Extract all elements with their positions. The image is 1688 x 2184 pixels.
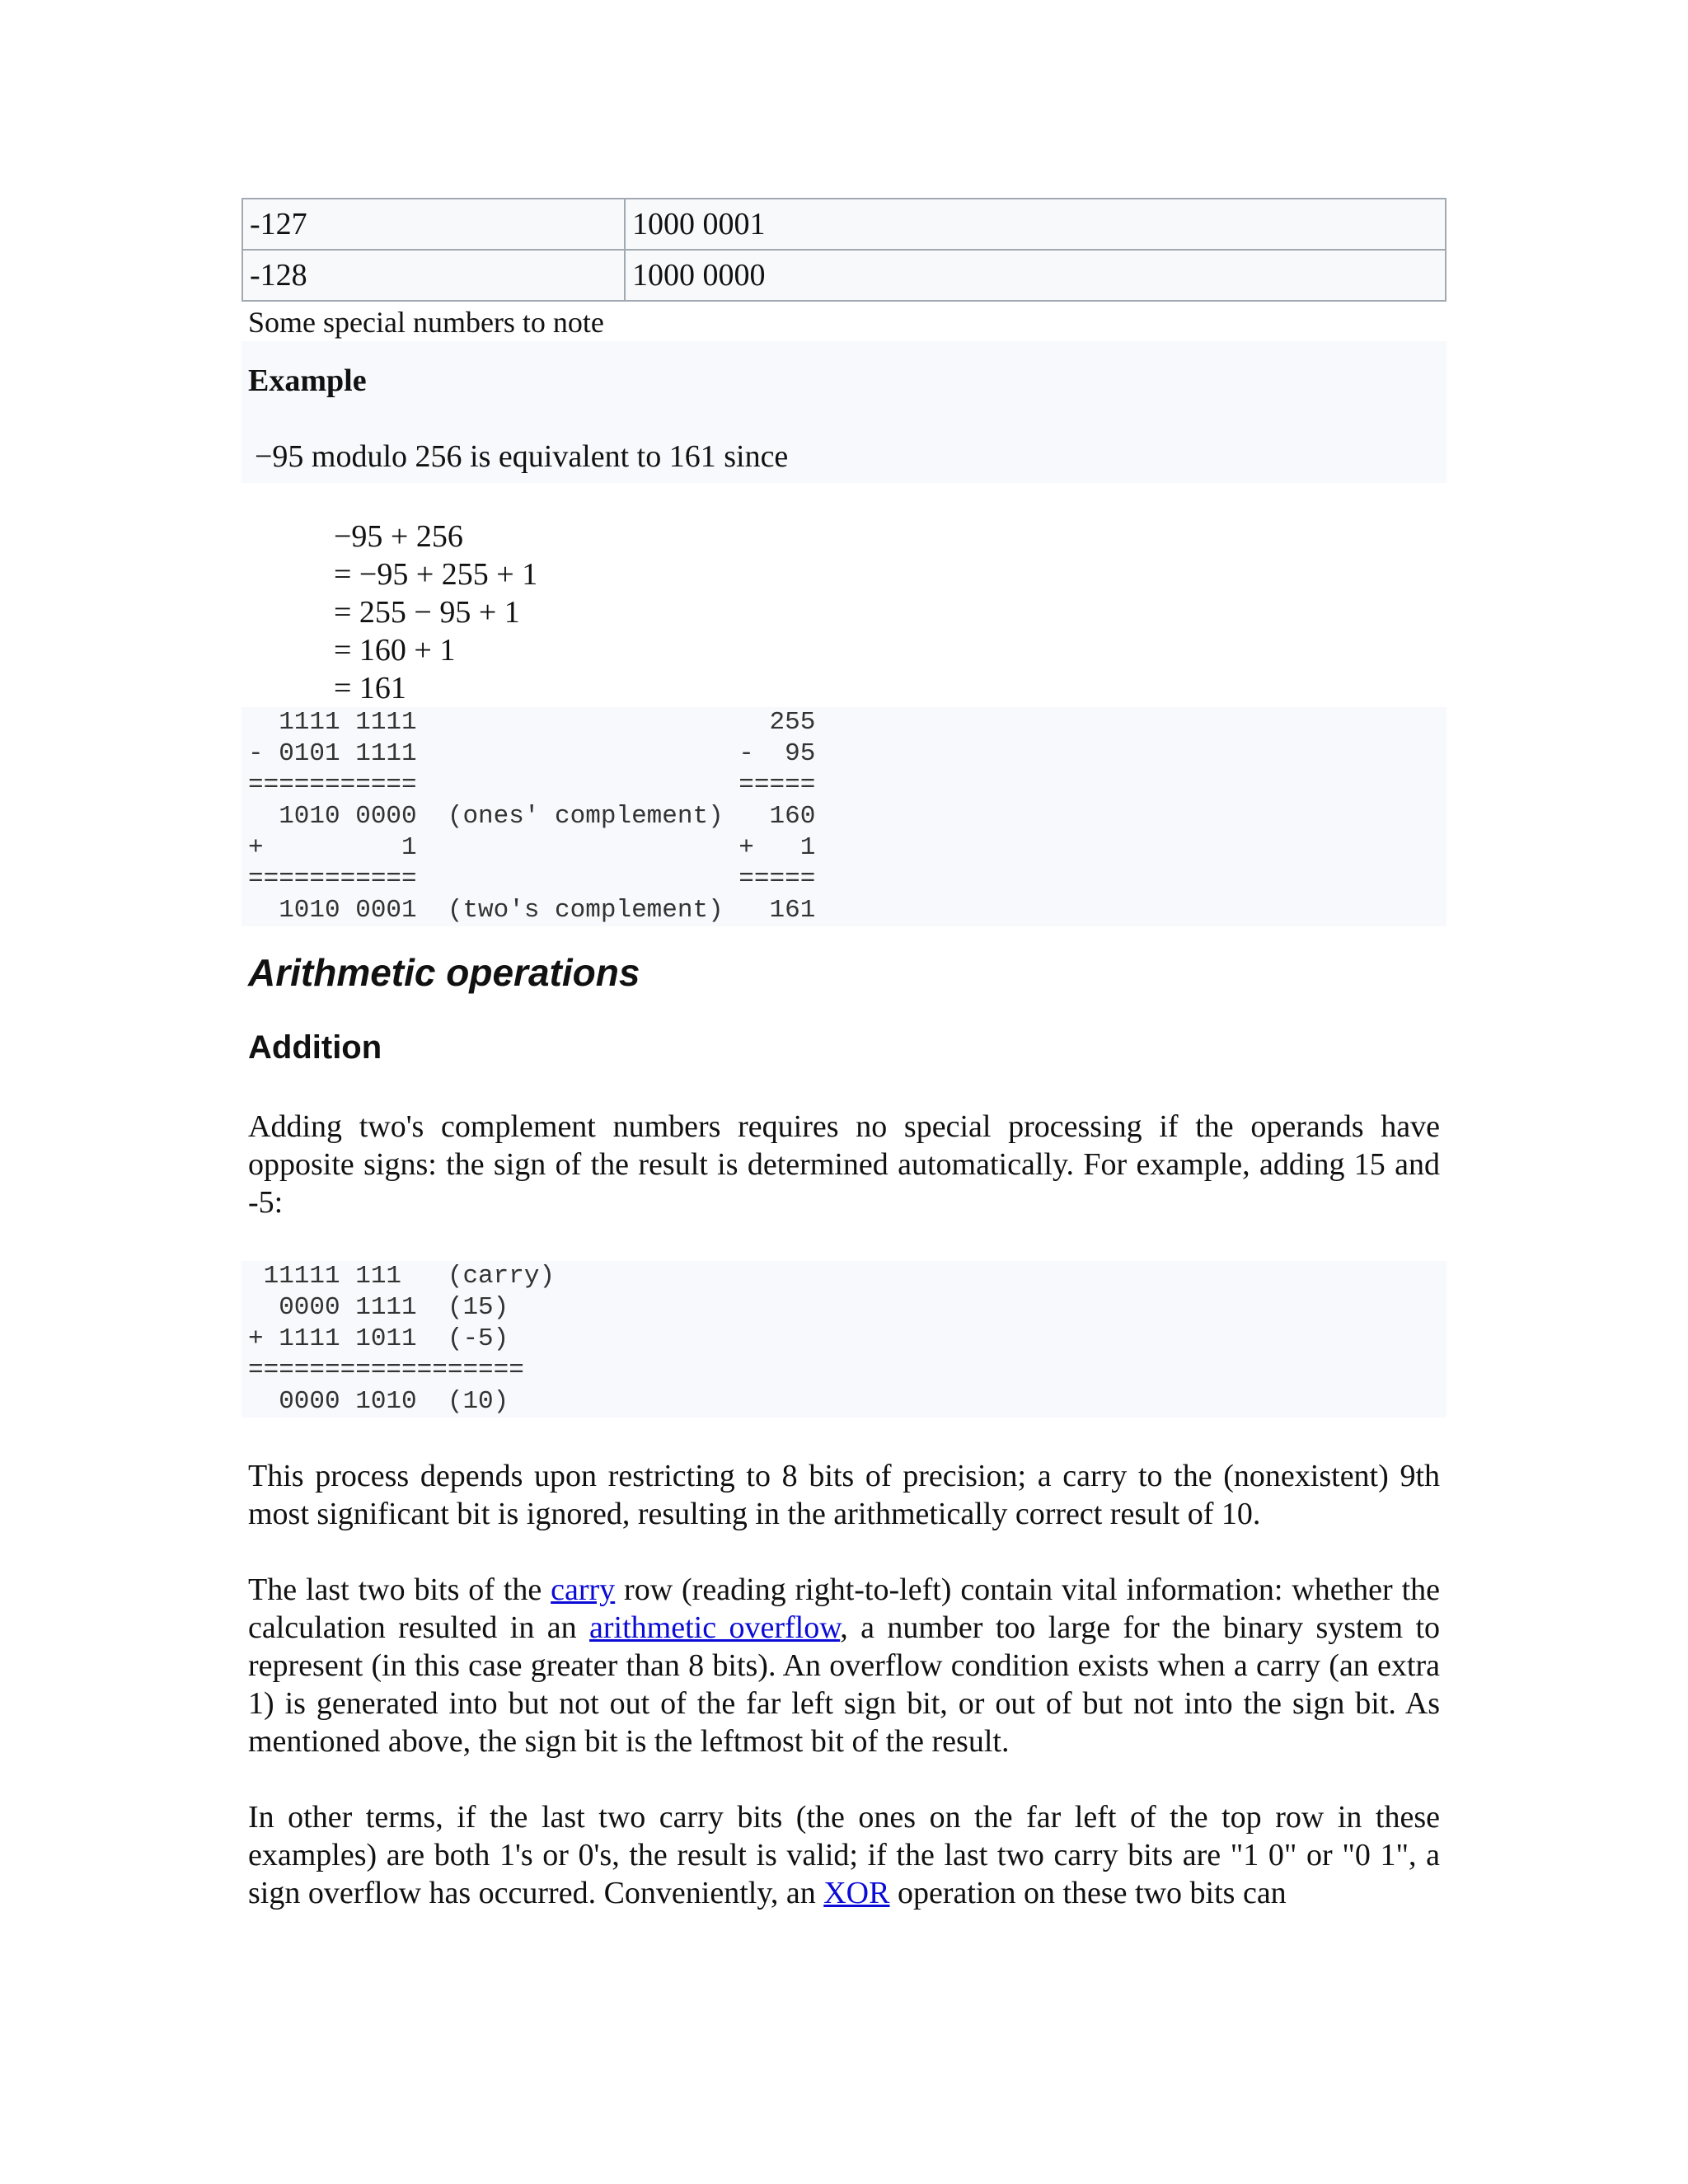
text-span: The last two bits of the	[248, 1572, 551, 1607]
example-box	[241, 341, 1447, 483]
text-span: , a number too large for the binary system to represent (in this case greater than 8 bits). An overflow condition exists when a carry (an extra 1) is generated into but not out of the far left sign bit, or out of but not into the sign bit. As mentioned above, the sign bit is the leftmost bit of the result.	[248, 1610, 1440, 1759]
xor-link[interactable]: XOR	[823, 1876, 890, 1910]
table-cell-binary: 1000 0001	[625, 199, 1446, 250]
ones-twos-complement-code-block: 1111 1111 255 - 0101 1111 - 95 =========== ===== 1010 0000 (ones' complement) 160 + 1 + 1 =========== ===== 1010 0001 (two's complement) 161	[241, 707, 1447, 926]
table-cell-decimal: -127	[242, 199, 625, 250]
section-heading: Arithmetic operations	[248, 951, 640, 994]
carry-link[interactable]: carry	[551, 1572, 616, 1607]
math-derivation	[241, 518, 1447, 707]
math-line: = 161	[334, 671, 406, 705]
math-line: = 160 + 1	[334, 633, 456, 668]
arithmetic-overflow-link[interactable]: arithmetic overflow	[589, 1610, 841, 1645]
paragraph-precision: This process depends upon restricting to 8 bits of precision; a carry to the (nonexistent) 9th most significant bit is ignored, resulting in the arithmetically correct result of 10.	[248, 1459, 1440, 1531]
subsection-heading: Addition	[248, 1029, 382, 1066]
paragraph-carry-row	[241, 1571, 1447, 1760]
math-line: = −95 + 255 + 1	[334, 557, 538, 592]
table-caption: Some special numbers to note	[248, 306, 604, 339]
text-span: In other terms, if the last two carry bits (the ones on the far left of the top row in these examples) are both 1's or 0's, the result is valid; if the last two carry bits are "1 0" or "0 1", a sign overflow has occurred. Conveniently, an	[248, 1800, 1440, 1910]
example-statement: −95 modulo 256 is equivalent to 161 since	[255, 439, 789, 474]
table-row	[242, 199, 1446, 250]
paragraph-other-terms	[241, 1798, 1447, 1912]
addition-code-block: 11111 111 (carry) 0000 1111 (15) + 1111 1011 (-5) ================== 0000 1010 (10)	[241, 1261, 1447, 1418]
document-page	[241, 198, 1447, 1912]
special-numbers-table	[241, 198, 1447, 302]
table-cell-decimal: -128	[242, 250, 625, 301]
text-span: row (reading right-to-left) contain vital information: whether the calculation resulted in an	[248, 1572, 1440, 1645]
table-row	[242, 250, 1446, 301]
table-cell-binary: 1000 0000	[625, 250, 1446, 301]
paragraph-addition-intro: Adding two's complement numbers requires no special processing if the operands have opposite signs: the sign of the result is determined automatically. For example, adding 15 and -5:	[248, 1109, 1440, 1220]
math-line: −95 + 256	[334, 519, 463, 554]
text-span: operation on these two bits can	[889, 1876, 1287, 1910]
example-title: Example	[248, 363, 367, 398]
math-line: = 255 − 95 + 1	[334, 595, 520, 630]
